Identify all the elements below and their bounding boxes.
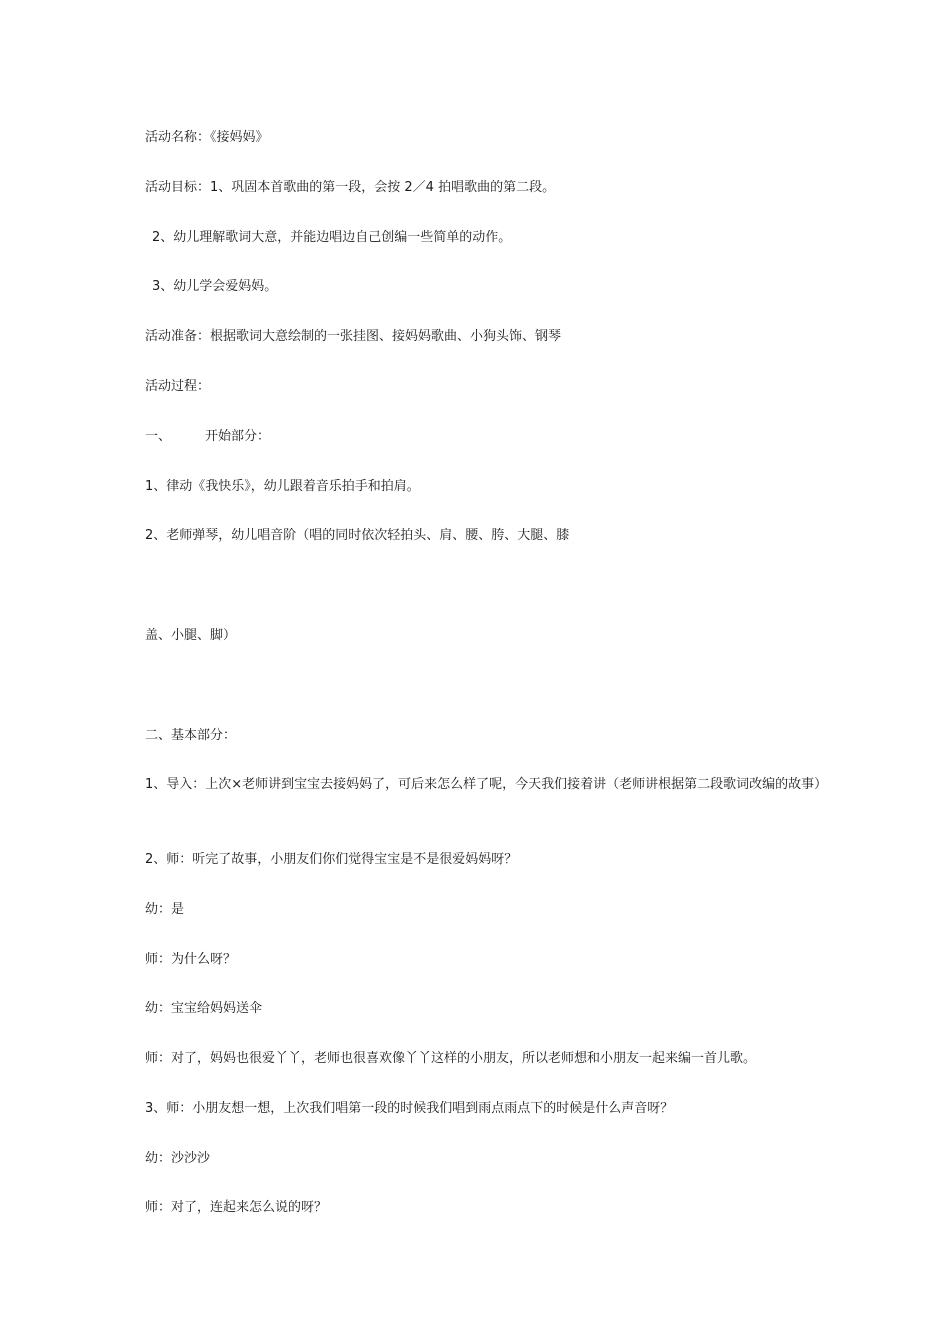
activity-goal-1: 活动目标：1、巩固本首歌曲的第一段，会按 2／4 拍唱歌曲的第二段。 — [145, 180, 556, 195]
dialog-child-umbrella: 幼：宝宝给妈妈送伞 — [145, 1001, 263, 1016]
activity-name: 活动名称：《接妈妈》 — [145, 130, 269, 145]
part1-step1: 1、律动《我快乐》，幼儿跟着音乐拍手和拍肩。 — [145, 479, 420, 494]
part1-title: 开始部分： — [205, 429, 271, 444]
dialog-teacher-song: 师：对了，妈妈也很爱丫丫，老师也很喜欢像丫丫这样的小朋友，所以老师想和小朋友一起来编一首儿歌。 — [145, 1051, 757, 1066]
part2-step1: 1、导入：上次×老师讲到宝宝去接妈妈了，可后来怎么样了呢，今天我们接着讲（老师讲根据第二段歌词改编的故事） — [145, 777, 828, 792]
part1-step2: 2、老师弹琴，幼儿唱音阶（唱的同时依次轻拍头、肩、腰、胯、大腿、膝 — [145, 528, 570, 543]
activity-preparation: 活动准备：根据歌词大意绘制的一张挂图、接妈妈歌曲、小狗头饰、钢琴 — [145, 329, 562, 344]
part2-step3: 3、师：小朋友想一想，上次我们唱第一段的时候我们唱到雨点雨点下的时候是什么声音呀？ — [145, 1101, 674, 1116]
activity-goal-3: 3、幼儿学会爱妈妈。 — [152, 279, 278, 294]
dialog-child-yes: 幼：是 — [145, 902, 185, 917]
activity-goal-2: 2、幼儿理解歌词大意，并能边唱边自己创编一些简单的动作。 — [152, 230, 512, 245]
part1-number: 一、 — [145, 429, 172, 444]
part2-heading: 二、基本部分： — [145, 728, 237, 743]
part2-step2: 2、师：听完了故事，小朋友们你们觉得宝宝是不是很爱妈妈呀？ — [145, 852, 518, 867]
activity-process-heading: 活动过程： — [145, 379, 211, 394]
part1-heading — [145, 425, 825, 448]
part1-step2-continued: 盖、小腿、脚） — [145, 628, 237, 643]
dialog-teacher-why: 师：为什么呀？ — [145, 952, 237, 967]
dialog-child-sound: 幼：沙沙沙 — [145, 1151, 211, 1166]
dialog-teacher-together: 师：对了，连起来怎么说的呀？ — [145, 1200, 328, 1215]
